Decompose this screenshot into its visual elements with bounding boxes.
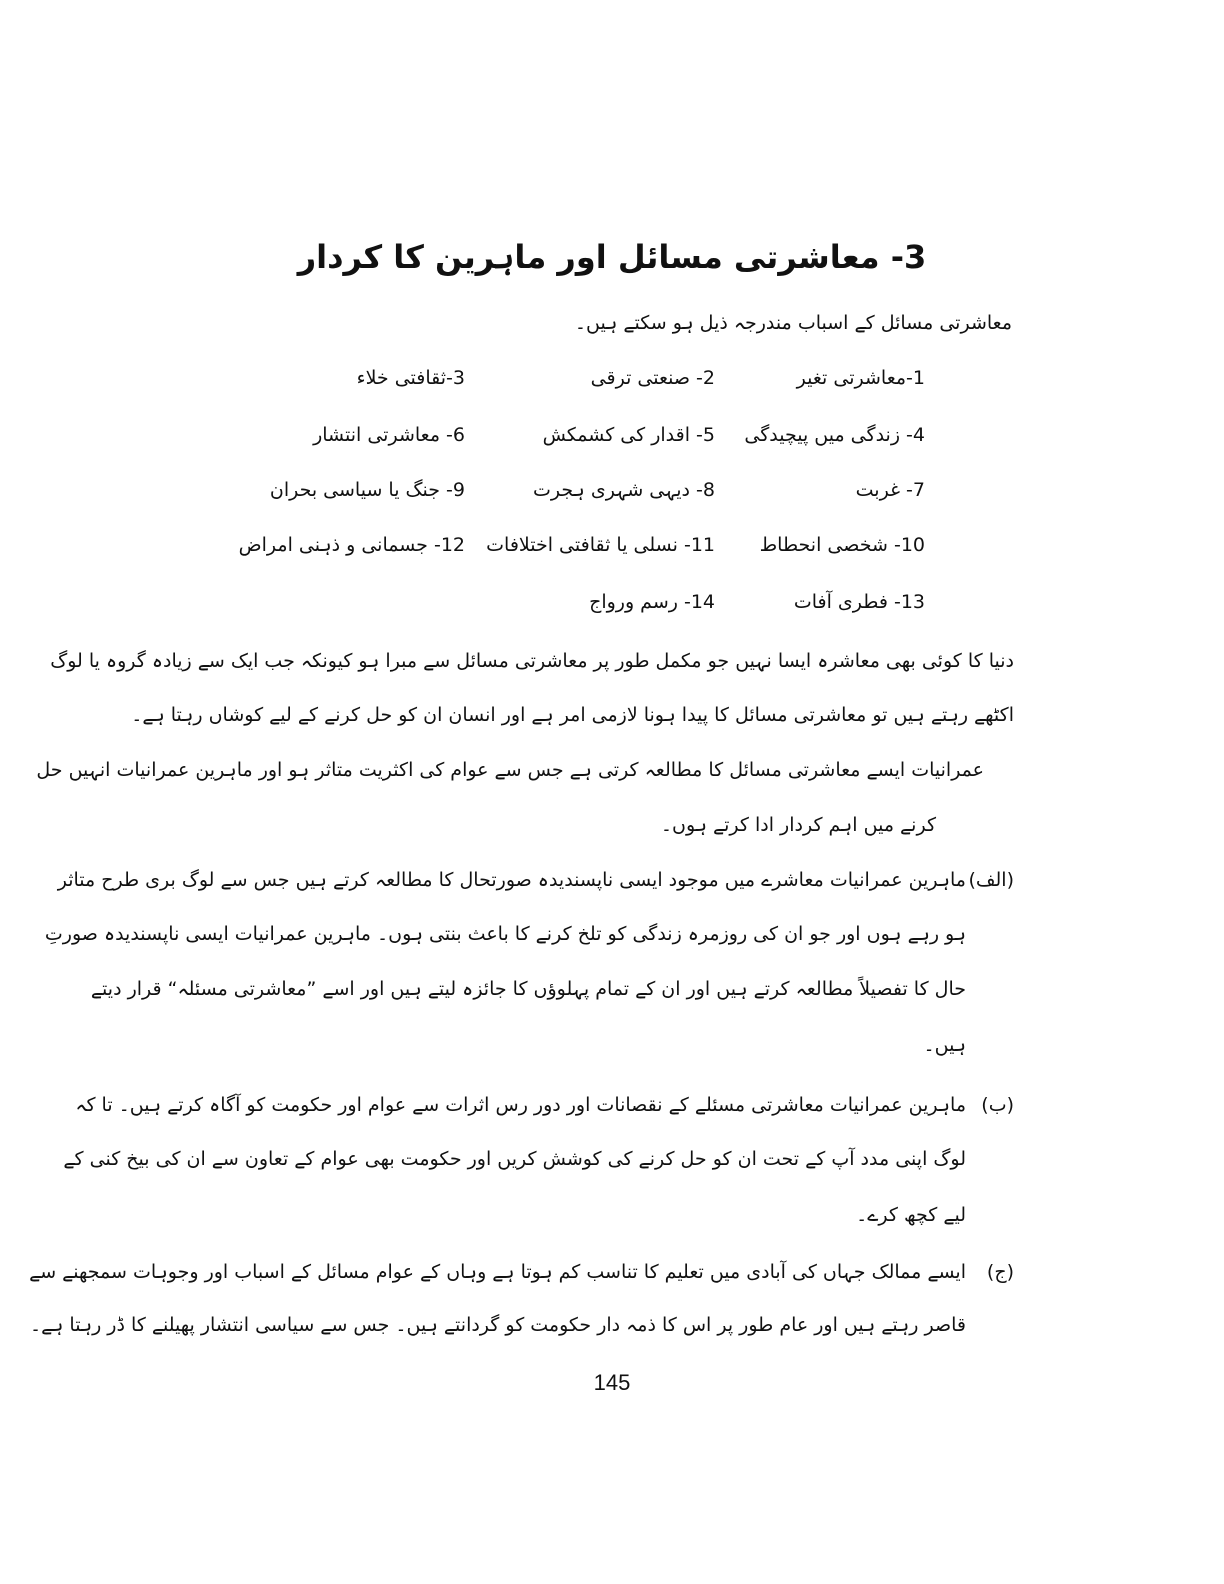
cause-item: 12- جسمانی و ذہنی امراض xyxy=(238,534,465,556)
page-number: 145 xyxy=(593,1370,631,1395)
cause-item: 1-معاشرتی تغیر xyxy=(796,367,925,389)
cause-item: 11- نسلی یا ثقافتی اختلافات xyxy=(486,534,715,556)
cause-item: 14- رسم ورواج xyxy=(589,591,715,613)
text-line: ہو رہے ہوں اور جو ان کی روزمرہ زندگی کو تلخ کرنے کا باعث بنتی ہوں۔ ماہرین عمرانیات ایسی ناپسندیدہ صورتِ xyxy=(44,923,966,945)
cause-item: 3-ثقافتی خلاء xyxy=(356,367,465,389)
cause-item: 6- معاشرتی انتشار xyxy=(313,424,465,446)
cause-item: 4- زندگی میں پیچیدگی xyxy=(744,424,925,446)
text-line: اکٹھے رہتے ہیں تو معاشرتی مسائل کا پیدا ہونا لازمی امر ہے اور انسان ان کو حل کرنے کے لیے کوشاں رہتا ہے۔ xyxy=(131,704,1014,726)
cause-item: 13- فطری آفات xyxy=(793,591,925,613)
text-line: کرنے میں اہم کردار ادا کرتے ہوں۔ xyxy=(660,814,936,836)
item-marker: (الف) xyxy=(968,869,1014,891)
cause-item: 10- شخصی انحطاط xyxy=(759,534,925,556)
page-title: 3- معاشرتی مسائل اور ماہرین کا کردار xyxy=(297,238,927,276)
cause-item: 8- دیہی شہری ہجرت xyxy=(533,479,715,501)
text-line: دنیا کا کوئی بھی معاشرہ ایسا نہیں جو مکمل طور پر معاشرتی مسائل سے مبرا ہو کیونکہ جب ایک سے زیادہ گروہ یا لوگ xyxy=(50,650,1014,672)
text-line: لوگ اپنی مدد آپ کے تحت ان کو حل کرنے کی کوشش کریں اور حکومت بھی عوام کے تعاون سے ان کی بیخ کنی کے xyxy=(63,1148,966,1170)
item-marker: (ب) xyxy=(981,1094,1014,1116)
text-line: ماہرین عمرانیات معاشرتی مسئلے کے نقصانات اور دور رس اثرات سے عوام اور حکومت کو آگاہ کرتے ہیں۔ تا کہ xyxy=(75,1094,966,1116)
cause-item: 9- جنگ یا سیاسی بحران xyxy=(269,479,465,501)
text-line: ہیں۔ xyxy=(923,1034,966,1056)
text-line: عمرانیات ایسے معاشرتی مسائل کا مطالعہ کرتی ہے جس سے عوام کی اکثریت متاثر ہو اور ماہرین عمرانیات انہیں حل xyxy=(36,759,984,781)
text-line: ایسے ممالک جہاں کی آبادی میں تعلیم کا تناسب کم ہوتا ہے وہاں کے عوام مسائل کے اسباب اور وجوہات سمجھنے سے xyxy=(29,1261,966,1283)
text-line: قاصر رہتے ہیں اور عام طور پر اس کا ذمہ دار حکومت کو گردانتے ہیں۔ جس سے سیاسی انتشار پھیلنے کا ڈر رہتا ہے۔ xyxy=(29,1314,966,1336)
cause-item: 7- غربت xyxy=(855,479,925,501)
text-line: حال کا تفصیلاً مطالعہ کرتے ہیں اور ان کے تمام پہلوؤں کا جائزہ لیتے ہیں اور اسے ”معاشرتی مسئلہ“ قرار دیتے xyxy=(90,978,966,1000)
item-marker: (ج) xyxy=(986,1261,1014,1283)
text-line: ماہرین عمرانیات معاشرے میں موجود ایسی ناپسندیدہ صورتحال کا مطالعہ کرتے ہیں جس سے لوگ بری طرح متاثر xyxy=(57,869,966,891)
text-line: لیے کچھ کرے۔ xyxy=(856,1204,966,1226)
cause-item: 5- اقدار کی کشمکش xyxy=(542,424,715,446)
cause-item: 2- صنعتی ترقی xyxy=(590,367,715,389)
intro-text: معاشرتی مسائل کے اسباب مندرجہ ذیل ہو سکتے ہیں۔ xyxy=(574,312,1012,334)
